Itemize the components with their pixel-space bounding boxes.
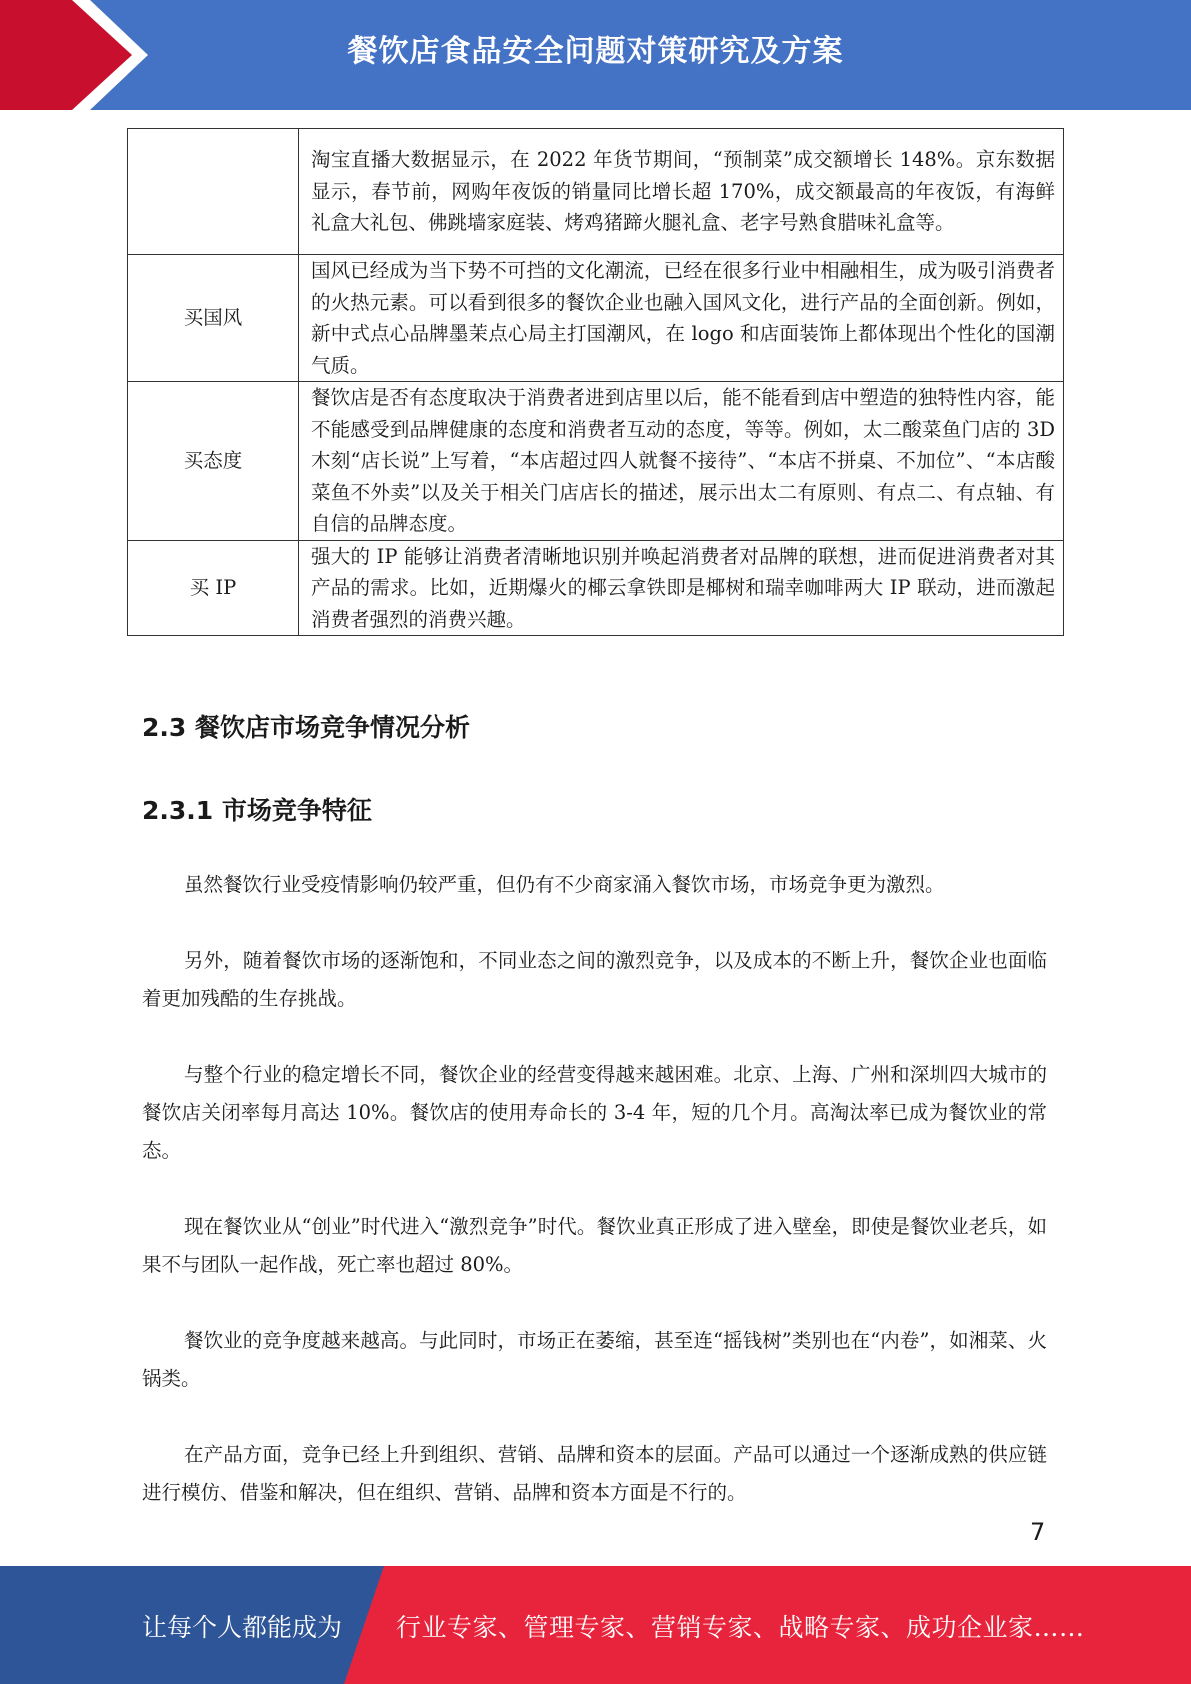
header-title: 餐饮店食品安全问题对策研究及方案 — [347, 34, 844, 69]
row-label: 买 IP — [128, 540, 299, 636]
section-heading: 2.3 餐饮店市场竞争情况分析 — [142, 713, 470, 742]
paragraph: 现在餐饮业从“创业”时代进入“激烈竞争”时代。餐饮业真正形成了进入壁垒，即使是餐饮业老兵，如果不与团队一起作战，死亡率也超过 80%。 — [142, 1215, 1047, 1276]
table-row — [128, 255, 1064, 382]
row-label: 买态度 — [128, 382, 299, 541]
paragraph: 另外，随着餐饮市场的逐渐饱和，不同业态之间的激烈竞争，以及成本的不断上升，餐饮企业也面临着更加残酷的生存挑战。 — [142, 949, 1047, 1010]
table-row — [128, 129, 1064, 255]
paragraph: 餐饮业的竞争度越来越高。与此同时，市场正在萎缩，甚至连“摇钱树”类别也在“内卷”，如湘菜、火锅类。 — [142, 1329, 1047, 1390]
row-label: 买国风 — [128, 255, 299, 382]
footer-slogan-right: 行业专家、管理专家、营销专家、战略专家、成功企业家…… — [396, 1613, 1085, 1642]
page-footer — [0, 1566, 1191, 1684]
row-text: 餐饮店是否有态度取决于消费者进到店里以后，能不能看到店中塑造的独特性内容，能不能感受到品牌健康的态度和消费者互动的态度，等等。例如，太二酸菜鱼门店的 3D 木刻“店长说”上写着，“本店超过四人就餐不接待”、“本店不拼桌、不加位”、“本店酸菜鱼不外卖”以及关于相关门店店长的描述，展示出太二有原则、有点二、有点轴、有自信的品牌态度。 — [299, 382, 1064, 541]
paragraph: 与整个行业的稳定增长不同，餐饮企业的经营变得越来越困难。北京、上海、广州和深圳四大城市的餐饮店关闭率每月高达 10%。餐饮店的使用寿命长的 3-4 年，短的几个月。高淘汰率已成为餐饮业的常态。 — [142, 1063, 1047, 1162]
row-text: 国风已经成为当下势不可挡的文化潮流，已经在很多行业中相融相生，成为吸引消费者的火热元素。可以看到很多的餐饮企业也融入国风文化，进行产品的全面创新。例如，新中式点心品牌墨茉点心局主打国潮风，在 logo 和店面装饰上都体现出个性化的国潮气质。 — [299, 255, 1064, 382]
content-table — [127, 128, 1064, 636]
subsection-heading: 2.3.1 市场竞争特征 — [142, 796, 372, 825]
paragraph: 虽然餐饮行业受疫情影响仍较严重，但仍有不少商家涌入餐饮市场，市场竞争更为激烈。 — [184, 873, 945, 896]
table-row — [128, 540, 1064, 636]
row-text: 强大的 IP 能够让消费者清晰地识别并唤起消费者对品牌的联想，进而促进消费者对其产品的需求。比如，近期爆火的椰云拿铁即是椰树和瑞幸咖啡两大 IP 联动，进而激起消费者强烈的消费兴趣。 — [299, 540, 1064, 636]
page-header — [0, 0, 1191, 110]
paragraph: 在产品方面，竞争已经上升到组织、营销、品牌和资本的层面。产品可以通过一个逐渐成熟的供应链进行模仿、借鉴和解决，但在组织、营销、品牌和资本方面是不行的。 — [142, 1443, 1047, 1504]
table-row — [128, 382, 1064, 541]
row-label — [128, 129, 299, 255]
row-text: 淘宝直播大数据显示，在 2022 年货节期间，“预制菜”成交额增长 148%。京东数据显示，春节前，网购年夜饭的销量同比增长超 170%，成交额最高的年夜饭，有海鲜礼盒大礼包、佛跳墙家庭装、烤鸡猪蹄火腿礼盒、老字号熟食腊味礼盒等。 — [299, 129, 1064, 255]
footer-slogan-left: 让每个人都能成为 — [142, 1613, 343, 1642]
page-number: 7 — [1030, 1518, 1046, 1546]
